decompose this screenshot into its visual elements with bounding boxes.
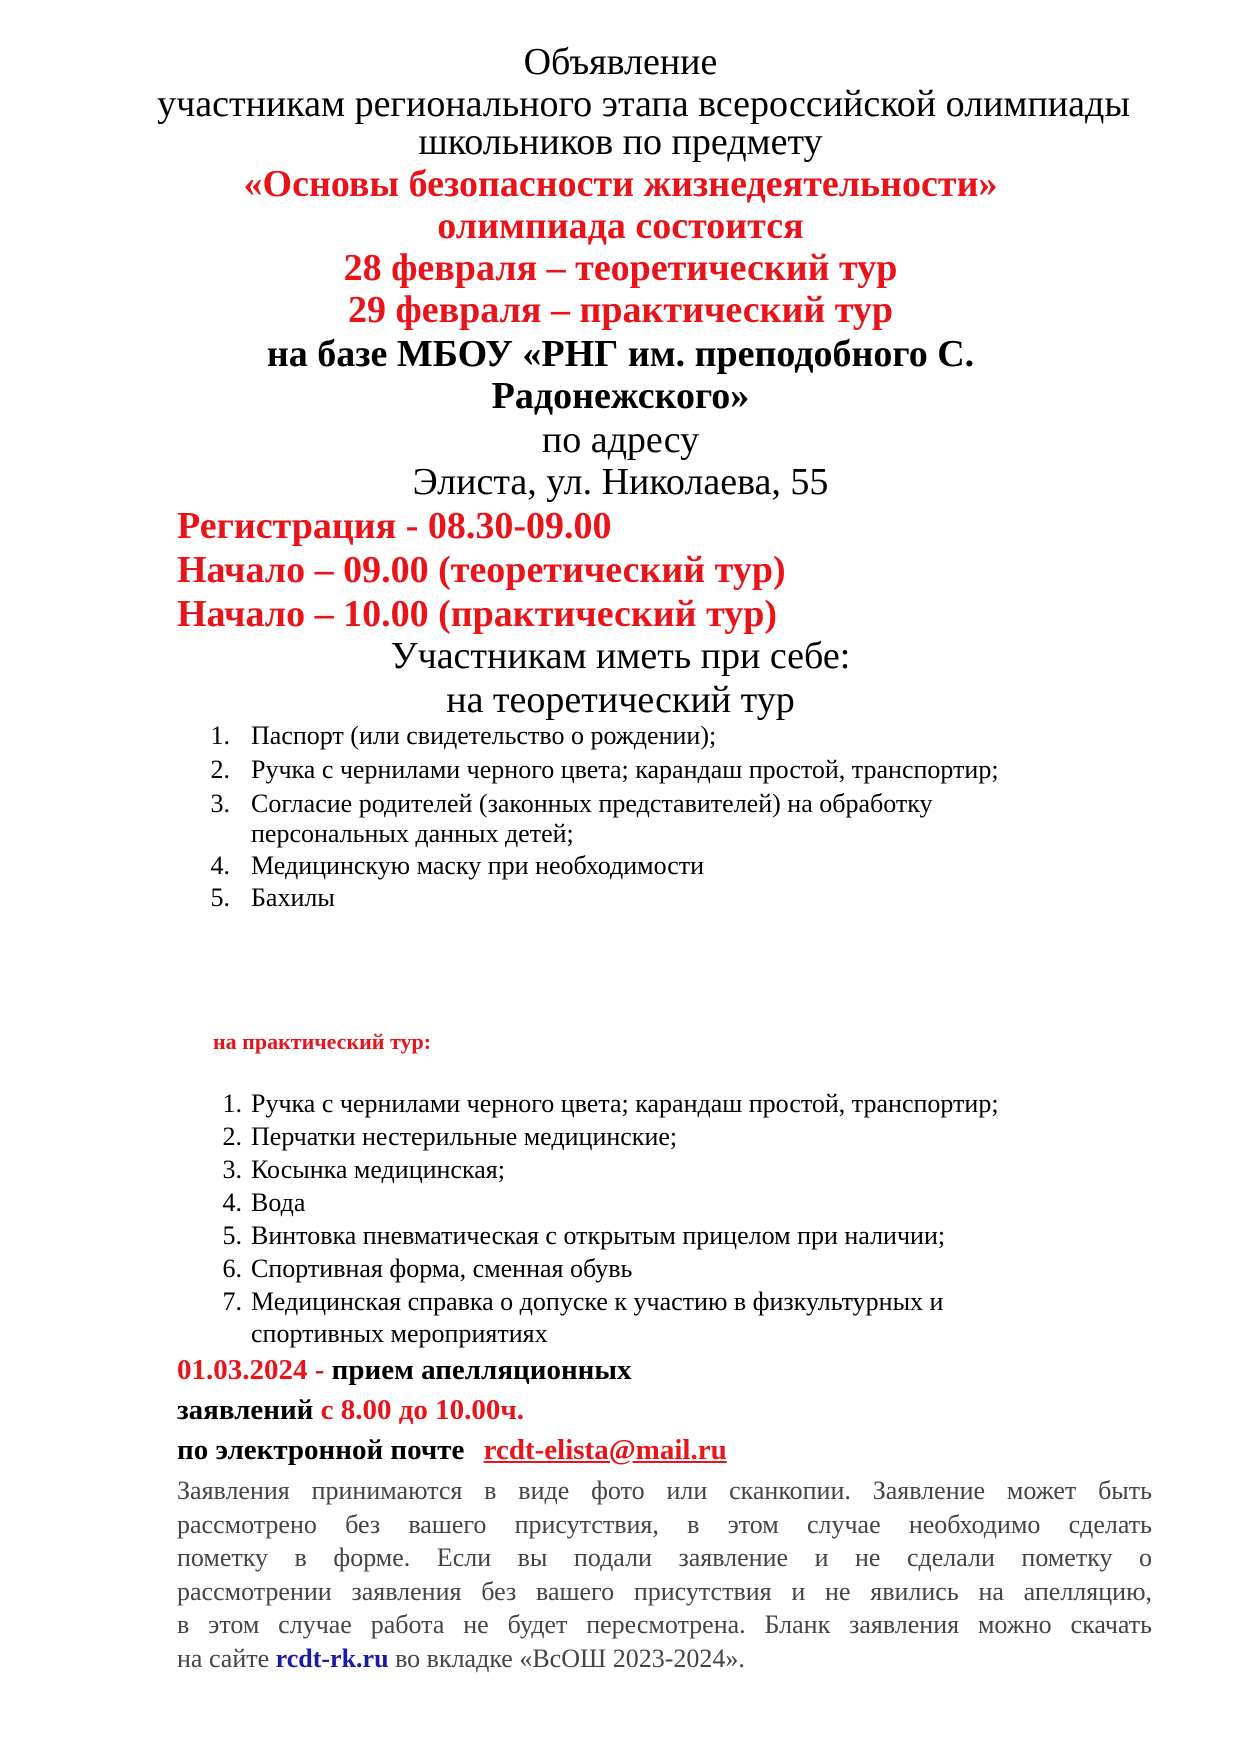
venue-line-2: Радонежского» [491,375,750,417]
olympiad-will-hold: олимпиада состоится [437,205,804,247]
heading-line-2: участникам регионального этапа всероссийской олимпиады [157,83,1130,125]
start-practice-time: Начало – 10.00 (практический тур) [177,593,778,635]
practice-list-title: на практический тур: [213,1029,432,1054]
date-theory: 28 февраля – теоретический тур [343,247,898,289]
address-label: по адресу [541,419,700,461]
date-practice: 29 февраля – практический тур [347,289,894,331]
appeal-text: прием апелляционных [331,1354,632,1386]
appeal-line-2: заявлений с 8.00 до 10.00ч. [177,1394,525,1426]
appeal-email-line [177,1432,727,1468]
subject-title: «Основы безопасности жизнедеятельности» [243,163,998,205]
heading-line-3: школьников по предмету [418,121,823,163]
theory-list-title: на теоретический тур [446,679,795,721]
email-link[interactable]: rcdt-elista@mail.ru [483,1434,727,1466]
appeal-note: Заявления принимаются в виде фото или сканкопии. Заявление может быть рассмотрено без вашего присутствия, в этом случае необходимо сделать пометку в форме. Если вы подали заявление и не сделали пометку о рассмотрении заявления без вашего присутствия и не явились на апелляцию, в этом случае работа не будет пересмотрена. Бланк заявления можно скачать на сайте rcdt-rk.ru во вкладке «ВсОШ 2023-2024». [177,1476,1152,1673]
site-link[interactable]: rcdt-rk.ru [275,1643,389,1673]
announcement-page: Объявление участникам регионального этапа всероссийской олимпиады школьников по предмету «Основы безопасности жизнедеятельности» олимпиада состоится 28 февраля – теоретический тур 29 февраля – практический тур на базе МБОУ «РНГ им. преподобного С. Радонежского» по адресу Элиста, ул. Николаева, 55 Регистрация - 08.30-09.00 Начало – 09.00 (теоретический тур) Начало – 10.00 (практический тур) Участникам иметь при себе: на теоретический тур 1. Паспорт (или свидетельство о рождении); 2. Ручка с чернилами черного цвета; карандаш простой, транспортир; 3. Согласие родителей (законных представителей) на обработку персональных данных детей; 4. Медицинскую маску при необходимости 5. Бахилы на практический тур: 1. Ручка с чернилами черного цвета; карандаш простой, транспортир; 2. Перчатки нестерильные медицинские; 3. Косынка медицинская; 4. Вода 5. Винтовка пневматическая с открытым прицелом при наличии; 6. Спортивная форма, сменная обувь 7. Медицинская справка о допуске к участию в физкультурных и спортивных мероприятиях 01.03.2024 - прием апелляционных заявлений с 8.00 до 10.00ч. по электронной почте rcdt-elista@mail.ru Заявления принимаются в виде фото или сканкопии. Заявление может быть рассмотрено без вашего присутствия, в этом случае необходимо сделать пометку в форме. Если вы подали заявление и не сделали пометку о рассмотрении заявления без вашего присутствия и не явились на апелляцию, в этом случае работа не будет пересмотрена. Бланк заявления можно скачать на сайте rcdt-rk.ru во вкладке «ВсОШ 2023-2024». [0,0,1241,1755]
email-label: по электронной почте [177,1434,465,1466]
appeal-line-1: 01.03.2024 - прием апелляционных [177,1354,632,1386]
appeal-date: 01.03.2024 [177,1354,308,1386]
registration-time: Регистрация - 08.30-09.00 [177,505,612,547]
venue-line-1: на базе МБОУ «РНГ им. преподобного С. [266,333,975,375]
start-theory-time: Начало – 09.00 (теоретический тур) [177,549,786,591]
heading-announcement: Объявление [523,41,718,83]
appeal-time: с 8.00 до 10.00ч. [313,1394,525,1426]
address: Элиста, ул. Николаева, 55 [412,461,829,503]
bring-title: Участникам иметь при себе: [390,635,851,677]
